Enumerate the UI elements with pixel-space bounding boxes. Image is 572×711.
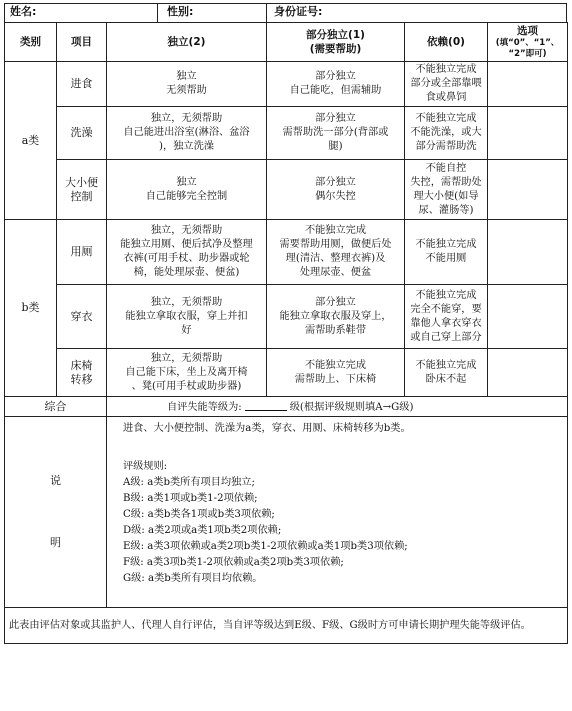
option-input[interactable] — [488, 160, 568, 220]
partial-header: 部分独立(1) (需要帮助) — [267, 23, 405, 62]
notes-intro: 进食、大小便控制、洗澡为a类，穿衣、用厕、床椅转移为b类。 — [123, 423, 411, 434]
footer-note: 此表由评估对象或其监护人、代理人自行评估，当自评等级达到E级、F级、G级时方可申请长期护理失能等级评估。 — [5, 608, 568, 644]
partial-cell-line: 偶尔失控 — [315, 190, 356, 202]
partial-cell-line: 理(清洁、整理衣裤)及 — [285, 253, 386, 264]
item-cell-line: 床椅 — [70, 358, 93, 372]
dependent-cell-line: 不能独立完成 — [415, 289, 477, 301]
dependent-cell-line: 不能独立完成 — [415, 113, 477, 124]
item-cell-line: 转移 — [70, 372, 93, 386]
independent-cell-line: )，独立洗澡 — [159, 141, 214, 152]
item-cell — [57, 285, 107, 349]
dependent-cell — [405, 285, 488, 349]
item-cell-line: 穿衣 — [70, 309, 93, 323]
independent-cell — [107, 62, 267, 107]
column-header-row — [5, 23, 568, 62]
dependent-cell — [405, 349, 488, 397]
rule-line: A级: a类b类所有项目均独立; — [123, 477, 255, 488]
item-header: 项目 — [57, 23, 107, 62]
assessment-form — [4, 3, 567, 706]
dependent-cell-line: 或自己穿上部分 — [410, 331, 482, 343]
summary-row — [5, 397, 568, 417]
dependent-cell-line: 不能独立完成 — [415, 359, 477, 371]
independent-cell — [107, 349, 267, 397]
dependent-cell-line: 不能用厕 — [425, 253, 467, 264]
option-input[interactable] — [488, 107, 568, 160]
independent-cell — [107, 220, 267, 285]
dependent-cell-line: 卧床不起 — [425, 373, 467, 385]
dependent-cell — [405, 62, 488, 107]
partial-cell-line: 部分独立 — [315, 176, 356, 188]
dependent-cell-line: 靠他人拿衣穿衣 — [410, 317, 482, 329]
partial-cell-line: 部分独立 — [315, 113, 356, 124]
notes-row — [5, 417, 568, 608]
independent-cell-line: 无须帮助 — [166, 85, 207, 96]
partial-cell-line: 部分独立 — [315, 296, 356, 308]
table-row — [5, 285, 568, 349]
independent-cell-line: 能独立拿取衣服，穿上并扣 — [125, 310, 248, 322]
footer-row — [5, 608, 568, 644]
partial-cell-line: 需帮助系鞋带 — [304, 324, 367, 336]
dependent-cell-line: 不能自控 — [425, 162, 467, 174]
dependent-cell — [405, 107, 488, 160]
dependent-cell-line: 食或鼻饲 — [425, 92, 467, 103]
partial-cell-line: 腿) — [328, 141, 343, 152]
dependent-header: 依赖(0) — [405, 23, 488, 62]
summary-text-after: 级(根据评级规则填A→G级) — [289, 401, 414, 413]
dependent-cell-line: 完全不能穿，要 — [410, 303, 482, 315]
item-cell — [57, 160, 107, 220]
independent-cell-line: 自己能下床，坐上及离开椅 — [125, 366, 248, 378]
independent-cell-line: 独立，无须帮助 — [150, 296, 223, 308]
category-label: b类 — [5, 220, 57, 397]
item-cell-line: 控制 — [70, 189, 93, 203]
summary-text-before: 自评失能等级为: — [167, 401, 242, 413]
partial-cell — [267, 220, 405, 285]
independent-cell-line: 独立，无须帮助 — [150, 225, 223, 236]
dependent-cell-line: 失控，需帮助处 — [410, 176, 482, 188]
notes-content — [107, 417, 568, 608]
adl-table — [4, 22, 568, 644]
item-cell-line: 大小便 — [65, 175, 98, 189]
item-cell-line: 洗澡 — [70, 126, 93, 139]
rule-line: G级: a类b类所有项目均依赖。 — [123, 573, 263, 584]
table-row — [5, 62, 568, 107]
partial-cell — [267, 285, 405, 349]
independent-header: 独立(2) — [107, 23, 267, 62]
dependent-cell-line: 不能独立完成 — [415, 239, 477, 250]
dependent-cell — [405, 160, 488, 220]
summary-cell — [107, 397, 568, 417]
dependent-cell-line: 理大小便(如导 — [413, 190, 479, 202]
option-input[interactable] — [488, 220, 568, 285]
rule-line: D级: a类2项或a类1项b类2项依赖; — [123, 525, 282, 536]
rule-line: F级: a类3项b类1-2项依赖或a类2项b类3项依赖; — [123, 557, 344, 568]
independent-cell-line: 、凳(可用手杖或助步器) — [131, 380, 242, 392]
name-label: 姓名: — [10, 5, 37, 18]
rules-list — [113, 475, 561, 587]
independent-cell — [107, 285, 267, 349]
item-cell-line: 用厕 — [70, 245, 93, 258]
dependent-cell-line: 不能洗澡，或大 — [410, 127, 482, 138]
category-header: 类别 — [5, 23, 57, 62]
independent-cell-line: 独立，无须帮助 — [150, 352, 223, 364]
item-cell — [57, 220, 107, 285]
item-cell — [57, 107, 107, 160]
partial-cell — [267, 107, 405, 160]
independent-cell-line: 自己能进出浴室(淋浴、盆浴 — [123, 127, 250, 138]
partial-cell-line: 需要帮助用厕，做便后处 — [279, 239, 392, 250]
grade-input-line[interactable] — [245, 399, 287, 411]
independent-cell — [107, 107, 267, 160]
independent-cell-line: 独立，无须帮助 — [150, 113, 223, 124]
id-label: 身份证号: — [274, 5, 323, 18]
rules-title: 评级规则: — [123, 461, 168, 472]
dependent-cell — [405, 220, 488, 285]
item-cell — [57, 349, 107, 397]
dependent-cell-line: 部分需帮助洗 — [415, 141, 477, 152]
dependent-cell-line: 尿、灌肠等) — [418, 204, 474, 216]
summary-label: 综合 — [5, 397, 107, 417]
option-header: 选项 (填“0”、“1”、 “2”即可) — [488, 23, 568, 62]
item-cell — [57, 62, 107, 107]
partial-cell-line: 处理尿壶、便盆 — [299, 267, 372, 278]
notes-label: 说 明 — [5, 417, 107, 608]
independent-cell-line: 自己能够完全控制 — [145, 190, 228, 202]
category-label: a类 — [5, 62, 57, 220]
independent-cell-line: 独立 — [176, 71, 197, 82]
rule-line: E级: a类3项依赖或a类2项b类1-2项依赖或a类1项b类3项依赖; — [123, 541, 408, 552]
independent-cell-line: 独立 — [176, 176, 197, 188]
independent-cell — [107, 160, 267, 220]
partial-cell — [267, 160, 405, 220]
partial-cell-line: 需帮助洗一部分(背部或 — [282, 127, 389, 138]
item-cell-line: 进食 — [70, 77, 93, 90]
partial-cell-line: 需帮助上、下床椅 — [294, 373, 377, 385]
partial-cell-line: 不能独立完成 — [304, 225, 367, 236]
rule-line: C级: a类b类各1项或b类3项依赖; — [123, 509, 275, 520]
partial-cell-line: 部分独立 — [315, 71, 356, 82]
option-input[interactable] — [488, 285, 568, 349]
dependent-cell-line: 不能独立完成 — [415, 64, 477, 75]
gender-label: 性别: — [167, 5, 194, 18]
independent-cell-line: 衣裤(可用手杖、助步器或轮 — [123, 253, 250, 264]
partial-cell-line: 自己能吃，但需辅助 — [289, 85, 382, 96]
partial-cell-line: 能独立拿取衣服及穿上， — [279, 310, 392, 322]
table-row — [5, 349, 568, 397]
table-row — [5, 220, 568, 285]
table-row — [5, 107, 568, 160]
option-input[interactable] — [488, 349, 568, 397]
partial-cell — [267, 349, 405, 397]
option-input[interactable] — [488, 62, 568, 107]
dependent-cell-line: 部分或全部靠喂 — [410, 78, 482, 89]
independent-cell-line: 能独立用厕、便后拭净及整理 — [120, 239, 253, 250]
partial-cell-line: 不能独立完成 — [304, 359, 367, 371]
rule-line: B级: a类1项或b类1-2项依赖; — [123, 493, 258, 504]
partial-cell — [267, 62, 405, 107]
table-row — [5, 160, 568, 220]
independent-cell-line: 椅，能处理尿壶、便盆) — [133, 267, 240, 278]
independent-cell-line: 好 — [181, 324, 192, 336]
